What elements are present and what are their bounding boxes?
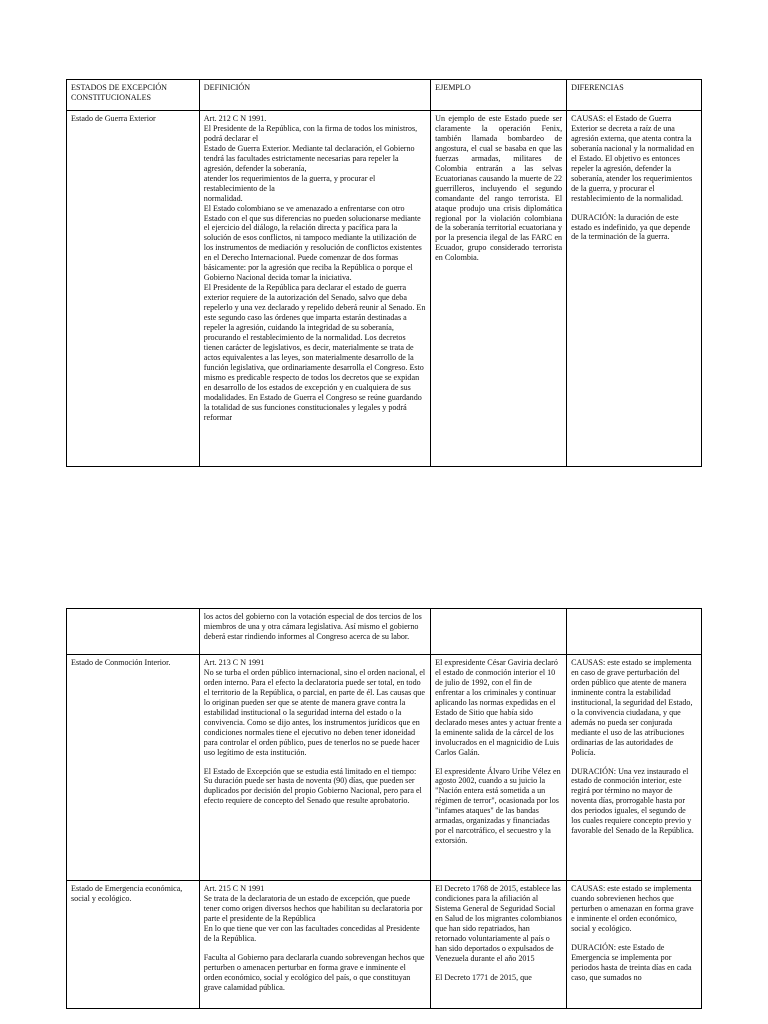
- cell-diferencias: [567, 881, 702, 1009]
- paragraph: No se turba el orden público internacional, sino el orden nacional, el orden interno. Para el efecto la declaratoria puede ser total, en todo el territorio de la República, o parcial, en parte de él. Las causas que lo originan pueden ser que se atente de manera grave contra la estabilidad institucional o la seguridad interna del estado o la convivencia. Como se dijo antes, los instrumentos jurídicos que en condiciones normales tiene el ejecutivo no deben tener idoneidad para controlar el orden público, pues de tenerlos no se puede hacer uso legítimo de esta institución.: [203, 667, 426, 757]
- paragraph: DURACIÓN: este Estado de Emergencia se implementa por periodos hasta de treinta días en cada caso, que sumados no: [571, 942, 692, 982]
- paragraph: Art. 212 C N 1991.: [203, 114, 267, 123]
- paragraph: El Estado de Excepción que se estudia está limitado en el tiempo: Su duración puede ser hasta de noventa (90) días, que pueden ser duplicados por decisión del propio Gobierno Nacional, pero para el efecto requiere de concepto del Senado que resulte aprobatorio.: [203, 766, 422, 806]
- table-row-conmocion-interior: [67, 655, 702, 881]
- paragraph: Un ejemplo de este Estado puede ser claramente la operación Fenix, también llamada bombardeo de angostura, el cual se basaba en que las fuerzas armadas, militares de Colombia entrarán a las selvas Ecuatorianas causando la muerte de 22 guerrilleros, incluyendo el segundo comandante del rango terrorista. El ataque produjo una crisis diplomática regional por la violación colombiana de la soberanía territorial ecuatoriana y por la presencia ilegal de las FARC en Ecuador, grupo considerado terrorista en Colombia.: [435, 114, 563, 263]
- paragraph: El Presidente de la República para declarar el estado de guerra exterior requiere de la autorización del Senado, salvo que deba repelerlo y una vez declarado y repelido deberá reunir al Senado. En este segundo caso las órdenes que imparta estarán destinadas a repeler la agresión, cuidando la integridad de su soberanía, procurando el restablecimiento de la normalidad. Los decretos tienen carácter de legislativos, es decir, materialmente se trata de actos equivalentes a las leyes, son materialmente desarrollo de la función legislativa, que ordinariamente desarrolla el Congreso. Esto mismo es predicable respecto de todos los decretos que se expidan en desarrollo de los estados de excepción y en cualquiera de sus modalidades. En Estado de Guerra el Congreso se reúne guardando la totalidad de sus funciones constitucionales y legales y podrá reformar: [203, 283, 426, 422]
- cell-ejemplo: [431, 881, 567, 1009]
- cell-definicion: [199, 609, 430, 655]
- table-row-continuacion: [67, 609, 702, 655]
- paragraph: los actos del gobierno con la votación especial de dos tercios de los miembros de una y otra cámara legislativa. Así mismo el gobierno deberá estar rindiendo informes al Congreso acerca de su labor.: [203, 612, 422, 641]
- cell-definicion: [199, 881, 430, 1009]
- cell-estado: Estado de Emergencia económica, social y ecológico.: [67, 881, 200, 1009]
- cell-diferencias: [567, 655, 702, 881]
- paragraph: Se trata de la declaratoria de un estado de excepción, que puede tener como origen diversos hechos que habilitan su declaratoria por parte el presidente de la República: [203, 893, 423, 923]
- cell-diferencias: [567, 111, 702, 467]
- paragraph: CAUSAS: este estado se implementa cuando sobrevienen hechos que perturben o amenazan en forma grave e inminente el orden económico, social y ecológico.: [571, 884, 694, 933]
- cell-estado: Estado de Guerra Exterior: [67, 111, 200, 467]
- cell-diferencias: [567, 609, 702, 655]
- cell-estado: Estado de Conmoción Interior.: [67, 655, 200, 881]
- cell-ejemplo: [431, 111, 567, 467]
- header-definicion: DEFINICIÓN: [199, 80, 430, 111]
- header-estados: ESTADOS DE EXCEPCIÓN CONSTITUCIONALES: [67, 80, 200, 111]
- table-row-emergencia: [67, 881, 702, 1009]
- table-header-row: [67, 80, 702, 111]
- paragraph: El expresidente César Gaviria declaró el estado de conmoción interior el 10 de julio de 1992, con el fin de enfrentar a los criminales y continuar aplicando las normas expedidas en el Estado de Sitio que había sido declarado meses antes y actuar frente a la eminente salida de la cárcel de los involucrados en el magnicidio de Luis Carlos Galán.: [435, 658, 562, 757]
- paragraph: El Decreto 1768 de 2015, establece las condiciones para la afiliación al Sistema General de Seguridad Social en Salud de los migrantes colombianos que han sido repatriados, han retornado voluntariamente al país o han sido deportados o expulsados de Venezuela durante el año 2015: [435, 884, 562, 963]
- paragraph: El Presidente de la República, con la firma de todos los ministros, podrá declarar el: [203, 123, 418, 143]
- table-row-guerra-exterior: [67, 111, 702, 467]
- paragraph: El expresidente Álvaro Uribe Vélez en agosto 2002, cuando a su juicio la "Nación entera está sometida a un régimen de terror", ocasionada por los "infames ataques" de las bandas armadas, organizadas y financiadas por el narcotráfico, el secuestro y la extorsión.: [435, 766, 561, 846]
- cell-definicion: [199, 655, 430, 881]
- paragraph: atender los requerimientos de la guerra, y procurar el restablecimiento de la: [203, 173, 376, 193]
- cell-ejemplo: [431, 609, 567, 655]
- paragraph: El Decreto 1771 de 2015, que: [435, 972, 532, 982]
- header-ejemplo: EJEMPLO: [431, 80, 567, 111]
- paragraph: DURACIÓN: la duración de este estado es indefinido, ya que depende de la terminación de la guerra.: [571, 212, 691, 242]
- paragraph: En lo que tiene que ver con las facultades concedidas al Presidente de la República.: [203, 923, 420, 943]
- table-estados-page2: [66, 608, 702, 1009]
- paragraph: normalidad.: [203, 193, 243, 203]
- header-diferencias: DIFERENCIAS: [567, 80, 702, 111]
- cell-definicion: [199, 111, 430, 467]
- paragraph: Art. 213 C N 1991: [203, 658, 265, 667]
- paragraph: CAUSAS: este estado se implementa en caso de grave perturbación del orden público que atente de manera inminente contra la estabilidad institucional, la seguridad del Estado, o la convivencia ciudadana, y que además no pueda ser conjurada mediante el uso de las atribuciones ordinarias de las autoridades de Policía.: [571, 658, 693, 757]
- paragraph: DURACIÓN: Una vez instaurado el estado de conmoción interior, este regirá por término no mayor de noventa días, prorrogable hasta por dos periodos iguales, el segundo de los cuales requiere concepto previo y favorable del Senado de la República.: [571, 766, 694, 836]
- paragraph: Faculta al Gobierno para declararla cuando sobrevengan hechos que perturben o amenacen perturbar en forma grave e inminente el orden económico, social y ecológico del país, o que constituyan grave calamidad pública.: [203, 952, 425, 992]
- paragraph: CAUSAS: el Estado de Guerra Exterior se decreta a raíz de una agresión externa, que atenta contra la soberanía nacional y la normalidad en el Estado. El objetivo es entonces repeler la agresión, defender la soberanía, atender los requerimientos de la guerra, y procurar el restablecimiento de la normalidad.: [571, 114, 695, 203]
- paragraph: Art. 215 C N 1991: [203, 884, 265, 893]
- table-estados-page1: [66, 79, 702, 467]
- paragraph: El Estado colombiano se ve amenazado a enfrentarse con otro Estado con el que sus diferencias no pueden solucionarse mediante el ejercicio del diálogo, la relación directa y pacífica para la solución de esos conflictos, ni tampoco mediante la utilización de los instrumentos de mediación y resolución de conflictos existentes en el Derecho Internacional. Puede comenzar de dos formas básicamente: por la agresión que reciba la República o porque el Gobierno Nacional decida tomar la iniciativa.: [203, 203, 422, 283]
- cell-estado: [67, 609, 200, 655]
- cell-ejemplo: [431, 655, 567, 881]
- paragraph: Estado de Guerra Exterior. Mediante tal declaración, el Gobierno tendrá las facultades estrictamente necesarias para repeler la agresión, defender la soberanía,: [203, 143, 415, 173]
